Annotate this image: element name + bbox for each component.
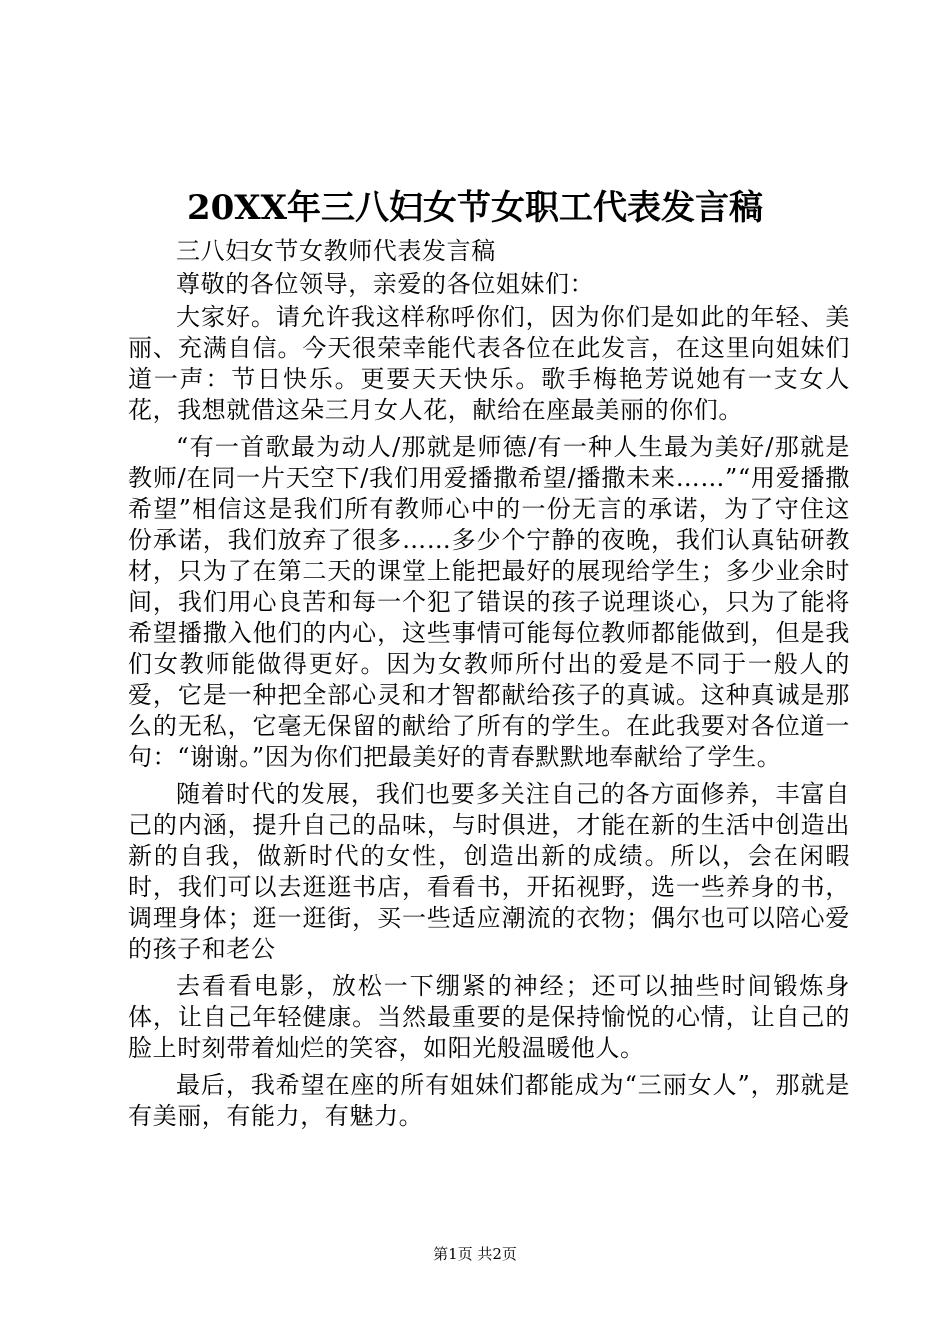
paragraph-4: 去看看电影，放松一下绷紧的神经；还可以抽些时间锻炼身体，让自己年轻健康。当然最重要的是保持愉悦的心情，让自己的脸上时刻带着灿烂的笑容，如阳光般温暖他人。 <box>128 972 850 1062</box>
paragraph-2: “有一首歌最为动人/那就是师德/有一种人生最为美好/那就是教师/在同一片天空下/我们用爱播撒希望/播撒未来……”“用爱播撒希望”相信这是我们所有教师心中的一份无言的承诺，为了守住这份承诺，我们放弃了很多……多少个宁静的夜晚，我们认真钻研教材，只为了在第二天的课堂上能把最好的展现给学生；多少业余时间，我们用心良苦和每一个犯了错误的孩子说理谈心，只为了能将希望播撒入他们的内心，这些事情可能每位教师都能做到，但是我们女教师能做得更好。因为女教师所付出的爱是不同于一般人的爱，它是一种把全部心灵和才智都献给孩子的真诚。这种真诚是那么的无私，它毫无保留的献给了所有的学生。在此我要对各位道一句：“谢谢。”因为你们把最美好的青春默默地奉献给了学生。 <box>128 433 850 771</box>
greeting-line: 尊敬的各位领导，亲爱的各位姐妹们： <box>176 270 595 298</box>
document-title: 20XX年三八妇女节女职工代表发言稿 <box>186 188 764 228</box>
paragraph-5: 最后，我希望在座的所有姐妹们都能成为“三丽女人”，那就是有美丽，有能力，有魅力。 <box>128 1071 850 1130</box>
document-subtitle: 三八妇女节女教师代表发言稿 <box>176 237 496 265</box>
document-body <box>128 236 850 1138</box>
paragraph-1: 大家好。请允许我这样称呼你们，因为你们是如此的年轻、美丽、充满自信。今天很荣幸能代表各位在此发言，在这里向姐妹们道一声：节日快乐。更要天天快乐。歌手梅艳芳说她有一支女人花，我想就借这朵三月女人花，献给在座最美丽的你们。 <box>128 303 850 424</box>
page-number-footer: 第1页 共2页 <box>433 1245 517 1263</box>
paragraph-3: 随着时代的发展，我们也要多关注自己的各方面修养，丰富自己的内涵，提升自己的品味，与时俱进，才能在新的生活中创造出新的自我，做新时代的女性，创造出新的成绩。所以，会在闲暇时，我们可以去逛逛书店，看看书，开拓视野，选一些养身的书，调理身体；逛一逛街，买一些适应潮流的衣物；偶尔也可以陪心爱的孩子和老公 <box>128 780 850 963</box>
